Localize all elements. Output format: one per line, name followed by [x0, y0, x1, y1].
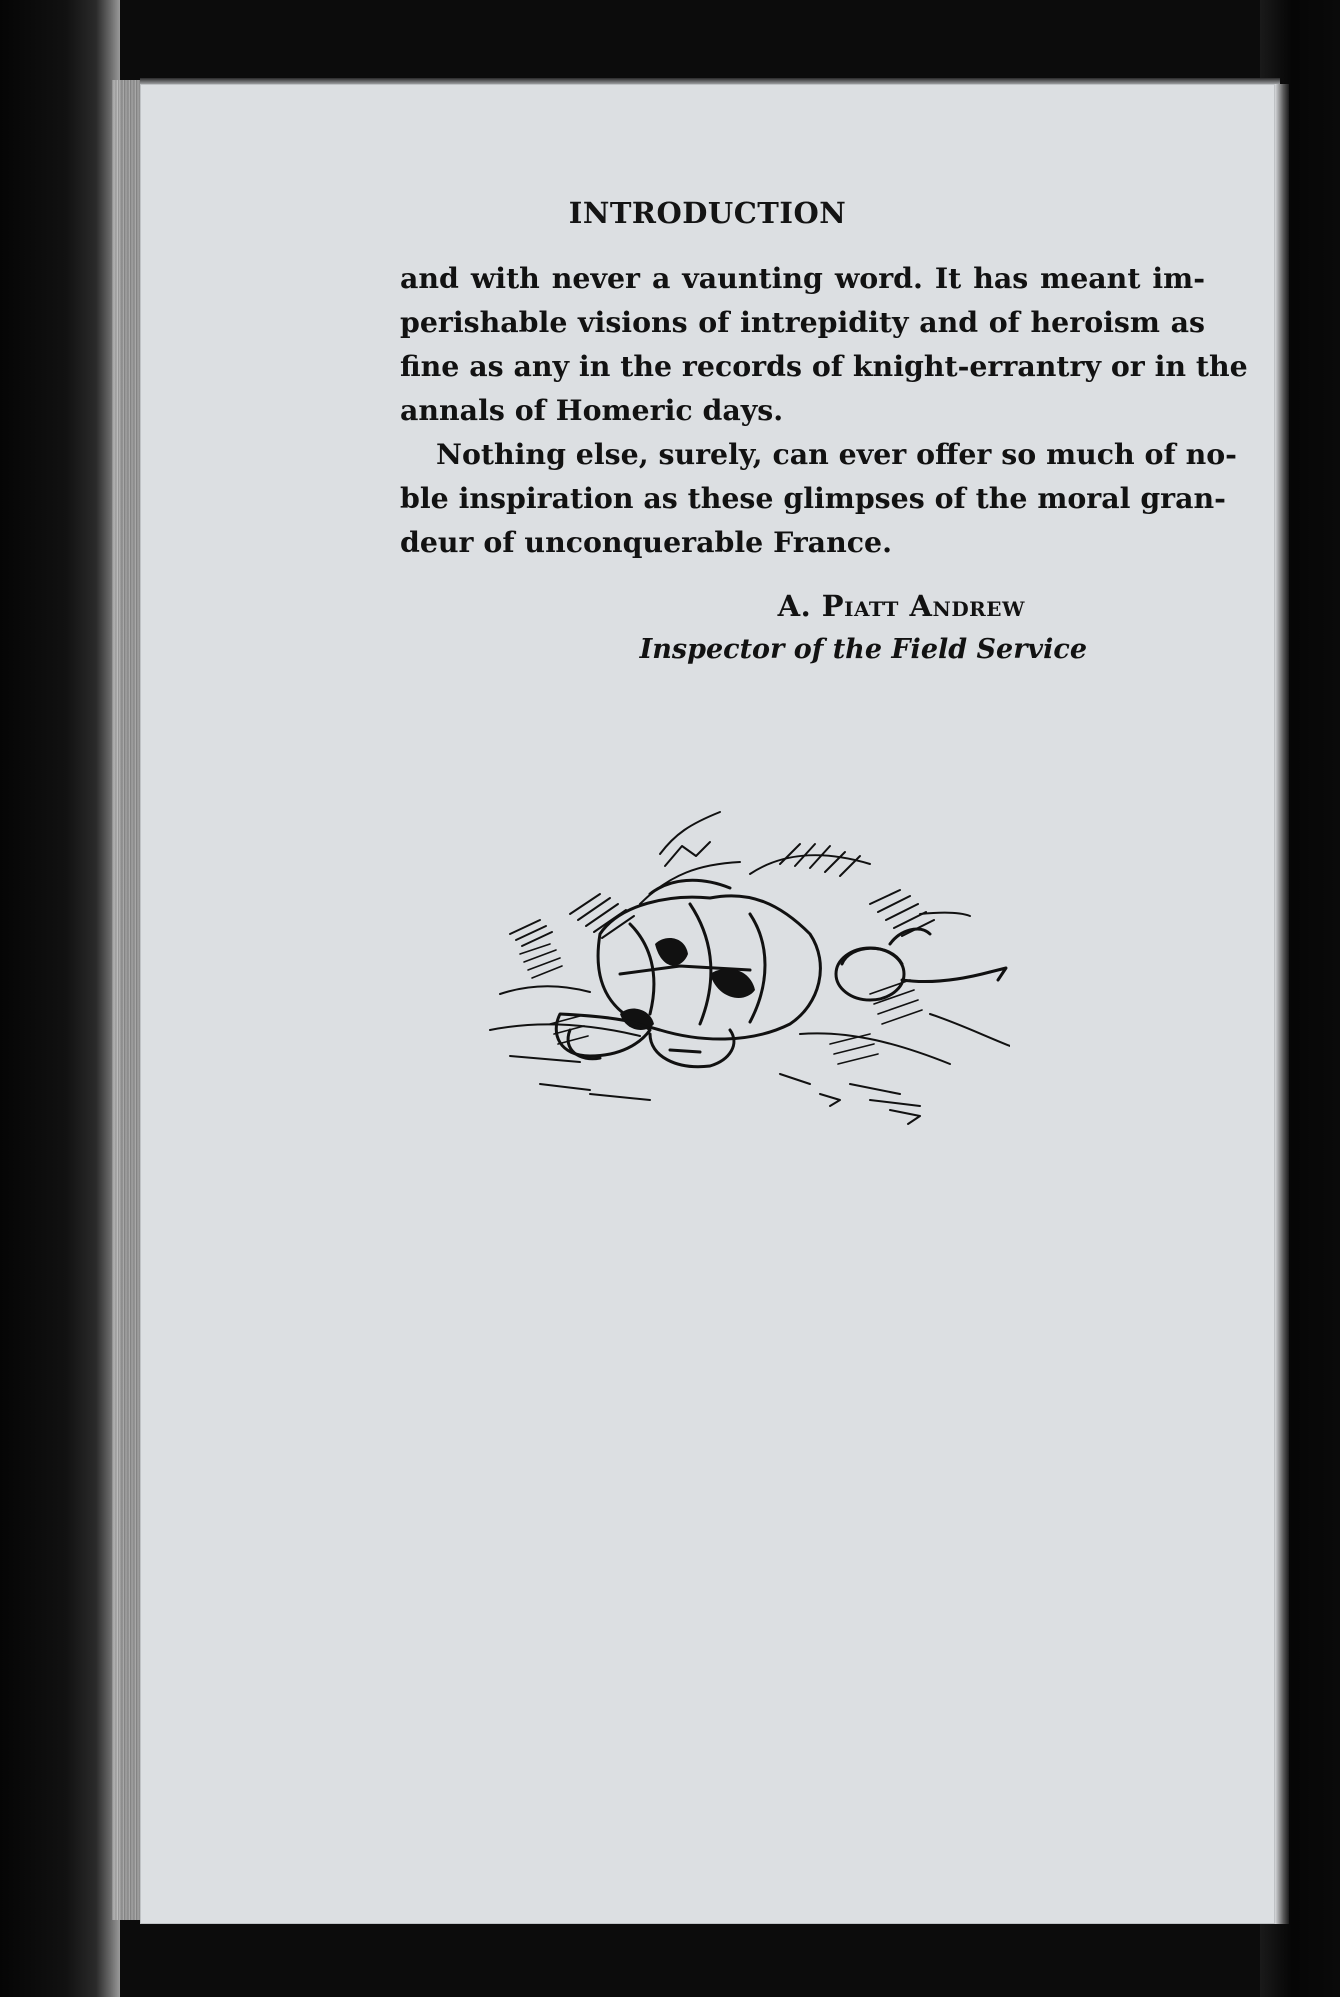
- text-line: Nothing else, surely, can ever offer so much of no-: [436, 437, 1237, 471]
- page-right-edge: [1275, 84, 1289, 1924]
- scan-frame-left: [0, 0, 120, 1997]
- text-line: annals of Homeric days.: [400, 393, 784, 427]
- text-line: deur of unconquerable France.: [400, 525, 892, 559]
- text-line: perishable visions of intrepidity and of heroism as: [400, 305, 1205, 339]
- text-line: ble inspiration as these glimpses of the moral gran-: [400, 481, 1226, 515]
- text-line: and with never a vaunting word. It has meant im-: [400, 261, 1205, 295]
- book-page: [140, 84, 1275, 1924]
- signature-title: Inspector of the Field Service: [639, 634, 1087, 665]
- body-text: [400, 256, 1248, 564]
- running-head: INTRODUCTION: [568, 196, 847, 230]
- fallen-soldier-sketch-icon: [450, 794, 1010, 1134]
- text-line: fine as any in the records of knight-errantry or in the: [400, 349, 1248, 383]
- signature-block: [640, 584, 1087, 672]
- signature-name: A. Piatt Andrew: [777, 589, 1025, 623]
